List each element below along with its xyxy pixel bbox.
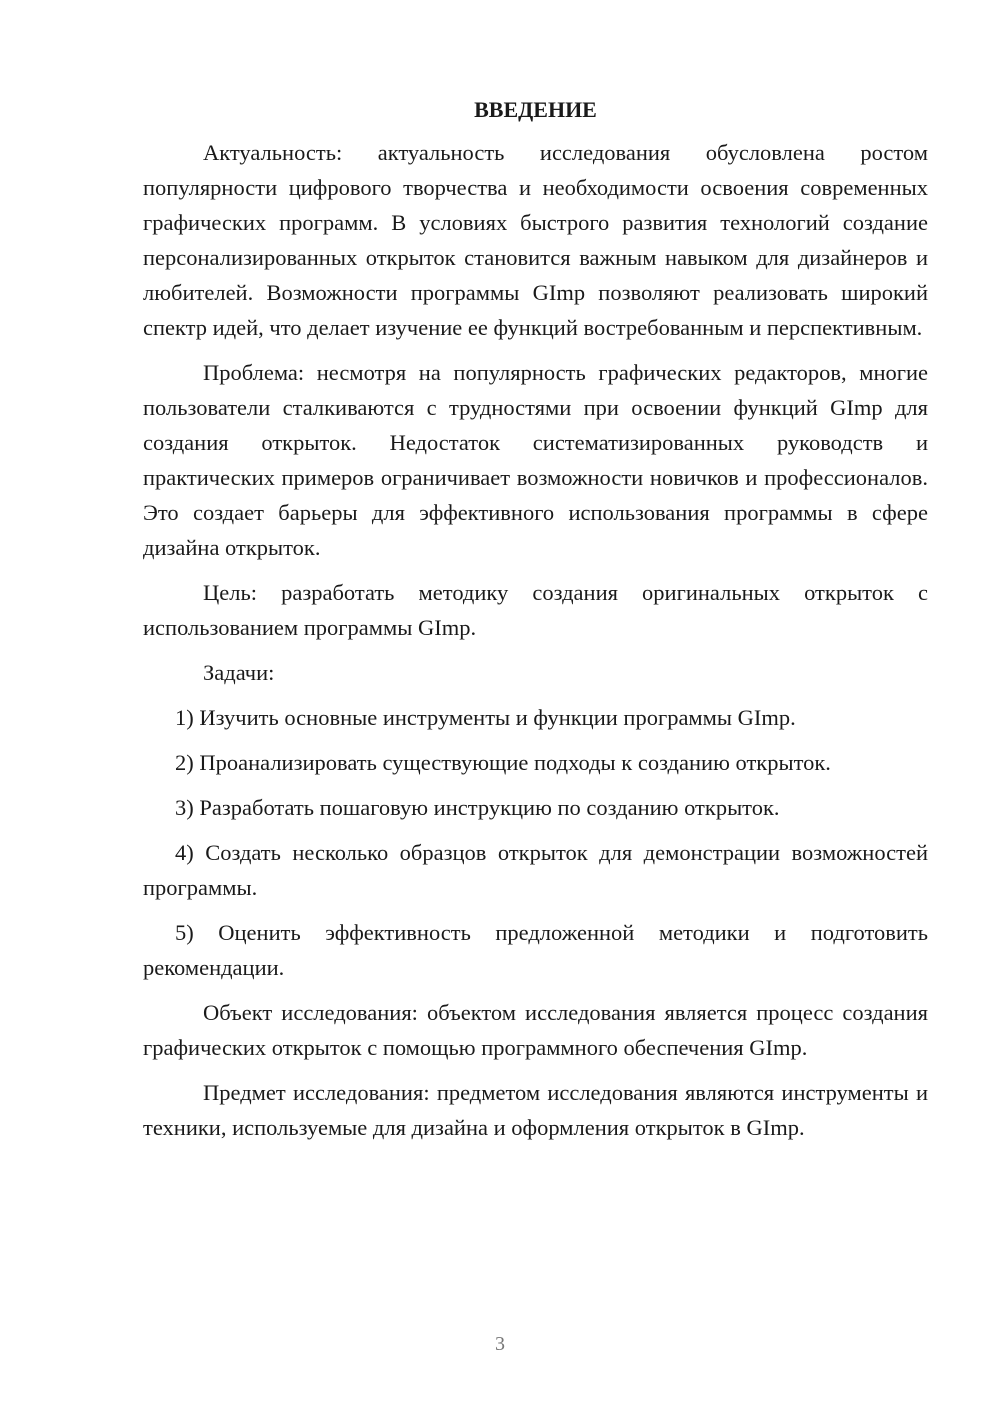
task-item-2: 2) Проанализировать существующие подходы к созданию открыток. — [175, 750, 831, 775]
tasks-heading: Задачи: — [203, 660, 275, 685]
task-item-1: 1) Изучить основные инструменты и функции программы GImp. — [175, 705, 796, 730]
task-item-5: 5) Оценить эффективность предложенной методики и подготовить рекомендации. — [143, 920, 928, 980]
paragraph-relevance: Актуальность: актуальность исследования обусловлена ростом популярности цифрового творчества и необходимости освоения современных графических программ. В условиях быстрого развития технологий создание персонализированных открыток становится важным навыком для дизайнеров и любителей. Возможности программы GImp позволяют реализовать широкий спектр идей, что делает изучение ее функций востребованным и перспективным. — [143, 140, 928, 340]
paragraph-problem: Проблема: несмотря на популярность графических редакторов, многие пользователи сталкиваются с трудностями при освоении функций GImp для создания открыток. Недостаток систематизированных руководств и практических примеров ограничивает возможности новичков и профессионалов. Это создает барьеры для эффективного использования программы в сфере дизайна открыток. — [143, 360, 928, 560]
task-item-4: 4) Создать несколько образцов открыток для демонстрации возможностей программы. — [143, 840, 928, 900]
paragraph-object: Объект исследования: объектом исследования является процесс создания графических открыток с помощью программного обеспечения GImp. — [143, 1000, 928, 1060]
page-number: 3 — [495, 1333, 505, 1355]
page-title: ВВЕДЕНИЕ — [474, 97, 597, 122]
paragraph-goal: Цель: разработать методику создания оригинальных открыток с использованием программы GImp. — [143, 580, 928, 640]
document-page — [143, 95, 928, 1155]
task-item-3: 3) Разработать пошаговую инструкцию по созданию открыток. — [175, 795, 780, 820]
paragraph-subject: Предмет исследования: предметом исследования являются инструменты и техники, используемые для дизайна и оформления открыток в GImp. — [143, 1080, 928, 1140]
